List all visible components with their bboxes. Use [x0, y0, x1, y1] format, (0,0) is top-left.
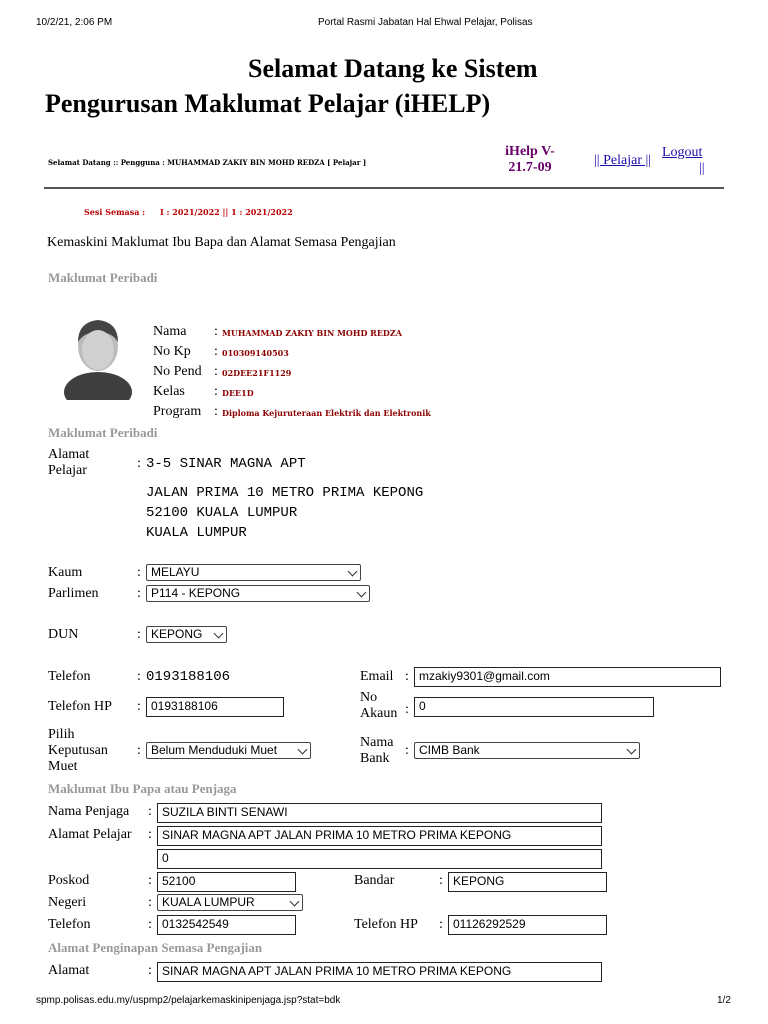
noakaun-label-line1: No [360, 690, 378, 705]
colon: : [148, 827, 152, 842]
negeri-label: Negeri [48, 895, 87, 910]
muet-select-value: Belum Menduduki Muet [151, 743, 278, 757]
muet-label [48, 727, 108, 775]
alamat-label-line2: Pelajar [48, 463, 87, 478]
noakaun-field[interactable]: 0 [414, 697, 654, 717]
dun-label: DUN [48, 627, 79, 642]
section-guardian: Maklumat Ibu Papa atau Penjaga [48, 781, 237, 796]
parlimen-label: Parlimen [48, 586, 99, 601]
colon: : [148, 917, 152, 932]
avatar-person-icon [52, 308, 144, 400]
header-divider [44, 187, 724, 189]
email-label: Email [360, 669, 394, 684]
colon: : [214, 324, 218, 339]
profile-nama-value: MUHAMMAD ZAKIY BIN MOHD REDZA [222, 328, 402, 338]
alamat-line2: JALAN PRIMA 10 METRO PRIMA KEPONG [146, 485, 424, 501]
penjaga-alamat-field-2[interactable]: 0 [157, 849, 602, 869]
session-value: I : 2021/2022 || 1 : 2021/2022 [160, 207, 293, 217]
colon: : [148, 804, 152, 819]
profile-nama-label: Nama [153, 324, 187, 339]
profile-nokp-label: No Kp [153, 344, 191, 359]
dun-select[interactable] [146, 626, 227, 643]
negeri-select-value: KUALA LUMPUR [162, 895, 255, 909]
telefon-value: 0193188106 [146, 669, 231, 685]
colon: : [405, 743, 409, 758]
section-personal-2: Maklumat Peribadi [48, 425, 158, 440]
colon: : [439, 917, 443, 932]
profile-nopend-value: 02DEE21F1129 [222, 368, 292, 378]
bank-label [360, 735, 393, 767]
telefonhp-label: Telefon HP [48, 699, 112, 714]
colon: : [148, 963, 152, 978]
chevron-down-icon [348, 567, 358, 577]
profile-program-value: Diploma Kejuruteraan Elektrik dan Elektronik [222, 408, 431, 418]
colon: : [214, 404, 218, 419]
noakaun-label [360, 690, 397, 722]
section-accommodation: Alamat Penginapan Semasa Pengajian [48, 940, 263, 955]
welcome-user-text: Selamat Datang :: Pengguna : MUHAMMAD ZAKIY BIN MOHD REDZA [ Pelajar ] [48, 158, 367, 167]
nav-pelajar-link[interactable]: || Pelajar || [594, 153, 652, 168]
parlimen-select-value: P114 - KEPONG [151, 586, 241, 600]
poskod-label: Poskod [48, 873, 90, 888]
logout-separator: || [699, 161, 705, 176]
penjaga-nama-field[interactable]: SUZILA BINTI SENAWI [157, 803, 602, 823]
print-url: spmp.polisas.edu.my/uspmp2/pelajarkemaskinipenjaga.jsp?stat=bdk [36, 995, 341, 1006]
profile-nokp-value: 010309140503 [222, 348, 289, 358]
colon: : [214, 364, 218, 379]
profile-kelas-value: DEE1D [222, 388, 254, 398]
chevron-down-icon [357, 588, 367, 598]
kaum-select-value: MELAYU [151, 565, 200, 579]
colon: : [214, 384, 218, 399]
negeri-select[interactable] [157, 894, 303, 911]
avatar [52, 308, 144, 400]
alamat-label-line1: Alamat [48, 447, 90, 462]
alamat-pelajar-label [48, 447, 89, 479]
colon: : [137, 699, 141, 714]
colon: : [137, 627, 141, 642]
penjaga-alamat-label: Alamat Pelajar [48, 827, 132, 842]
muet-label-line3: Muet [48, 759, 78, 774]
kaum-select[interactable] [146, 564, 361, 581]
colon: : [137, 669, 141, 684]
telefonhp-field[interactable]: 0193188106 [146, 697, 284, 717]
parlimen-select[interactable] [146, 585, 370, 602]
session-label: Sesi Semasa : [84, 207, 146, 217]
chevron-down-icon [214, 629, 224, 639]
muet-label-line1: Pilih [48, 727, 75, 742]
poskod-field[interactable]: 52100 [157, 872, 296, 892]
penjaga-telefonhp-field[interactable]: 01126292529 [448, 915, 607, 935]
print-page-title: Portal Rasmi Jabatan Hal Ehwal Pelajar, Polisas [318, 17, 533, 28]
chevron-down-icon [290, 897, 300, 907]
colon: : [439, 873, 443, 888]
kaum-label: Kaum [48, 565, 83, 580]
alamat-line4: KUALA LUMPUR [146, 525, 247, 541]
print-datetime: 10/2/21, 2:06 PM [36, 17, 113, 28]
penjaga-telefon-label: Telefon [48, 917, 91, 932]
colon: : [405, 702, 409, 717]
profile-nopend-label: No Pend [153, 364, 202, 379]
colon: : [214, 344, 218, 359]
telefon-label: Telefon [48, 669, 91, 684]
colon: : [137, 743, 141, 758]
penginapan-alamat-field[interactable]: SINAR MAGNA APT JALAN PRIMA 10 METRO PRIMA KEPONG [157, 962, 602, 982]
colon: : [137, 586, 141, 601]
penjaga-telefonhp-label: Telefon HP [354, 917, 418, 932]
version-line2: 21.7-09 [508, 160, 552, 175]
bandar-field[interactable]: KEPONG [448, 872, 607, 892]
colon: : [148, 895, 152, 910]
profile-kelas-label: Kelas [153, 384, 185, 399]
bank-select[interactable] [414, 742, 640, 759]
section-personal: Maklumat Peribadi [48, 270, 158, 285]
chevron-down-icon [298, 745, 308, 755]
colon: : [137, 565, 141, 580]
muet-label-line2: Keputusan [48, 743, 108, 758]
logout-link[interactable]: Logout [662, 145, 703, 160]
site-title-line2: Pengurusan Maklumat Pelajar (iHELP) [45, 89, 491, 118]
alamat-line1: 3-5 SINAR MAGNA APT [146, 456, 306, 472]
email-field[interactable]: mzakiy9301@gmail.com [414, 667, 721, 687]
page-heading: Kemaskini Maklumat Ibu Bapa dan Alamat Semasa Pengajian [47, 235, 396, 250]
colon: : [405, 669, 409, 684]
site-title-line1: Selamat Datang ke Sistem [248, 54, 538, 83]
penjaga-alamat-field-1[interactable]: SINAR MAGNA APT JALAN PRIMA 10 METRO PRIMA KEPONG [157, 826, 602, 846]
version-label [500, 144, 560, 176]
penjaga-nama-label: Nama Penjaga [48, 804, 130, 819]
noakaun-label-line2: Akaun [360, 706, 398, 721]
bank-label-line2: Bank [360, 751, 390, 766]
muet-select[interactable] [146, 742, 311, 759]
dun-select-value: KEPONG [151, 627, 203, 641]
penginapan-alamat-label: Alamat [48, 963, 90, 978]
bandar-label: Bandar [354, 873, 395, 888]
alamat-line3: 52100 KUALA LUMPUR [146, 505, 298, 521]
penjaga-telefon-field[interactable]: 0132542549 [157, 915, 296, 935]
profile-program-label: Program [153, 404, 202, 419]
print-page-number: 1/2 [717, 995, 731, 1006]
colon: : [137, 456, 141, 471]
chevron-down-icon [627, 745, 637, 755]
colon: : [148, 873, 152, 888]
bank-select-value: CIMB Bank [419, 743, 480, 757]
version-line1: iHelp V- [505, 144, 555, 159]
bank-label-line1: Nama [360, 735, 394, 750]
